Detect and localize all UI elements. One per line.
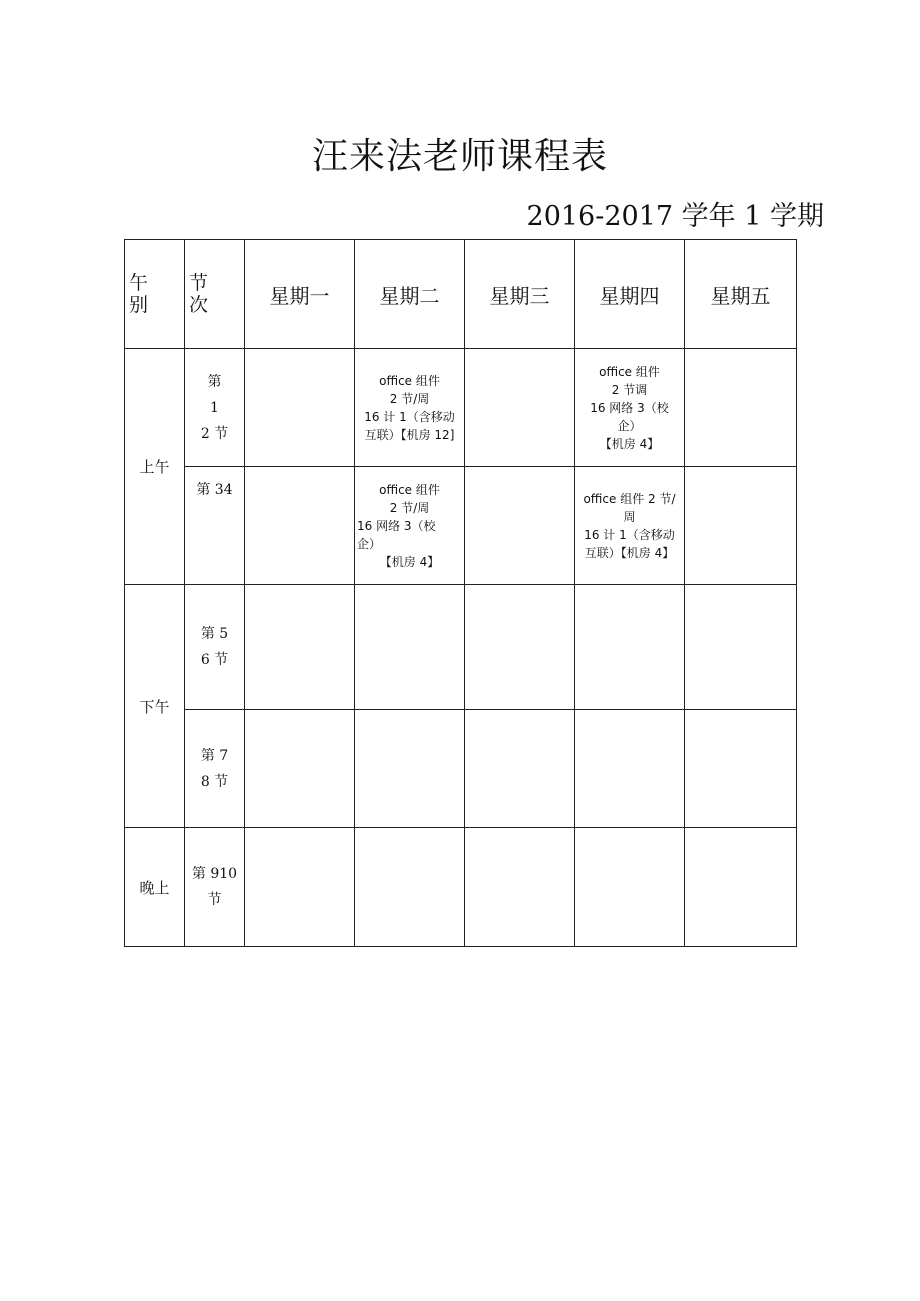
slot-line: 第 xyxy=(207,373,222,390)
slot-34 xyxy=(185,467,245,585)
cell-34-fri xyxy=(685,467,797,585)
course-line: 2 节调 xyxy=(611,382,648,397)
course-line: 16 计 1（含移动 xyxy=(584,527,675,542)
term-label: 2016-2017 学年 1 学期 xyxy=(526,201,824,232)
cell-910-wed xyxy=(465,828,575,947)
cell-12-tue xyxy=(355,349,465,467)
slot-78 xyxy=(185,710,245,828)
course-line: office 组件 xyxy=(379,482,440,497)
header-slot xyxy=(185,240,245,349)
cell-34-thu xyxy=(575,467,685,585)
course-line: 【机房 4】 xyxy=(599,436,660,451)
course-line: 互联）【机房 12] xyxy=(364,427,455,442)
page-title: 汪来法老师课程表 xyxy=(311,136,608,177)
cell-34-tue xyxy=(355,467,465,585)
cell-78-mon xyxy=(245,710,355,828)
cell-56-thu xyxy=(575,585,685,710)
cell-78-thu xyxy=(575,710,685,828)
cell-56-wed xyxy=(465,585,575,710)
cell-78-wed xyxy=(465,710,575,828)
cell-56-fri xyxy=(685,585,797,710)
row-slot-34 xyxy=(125,467,797,585)
cell-56-tue xyxy=(355,585,465,710)
cell-78-fri xyxy=(685,710,797,828)
course-line: 【机房 4】 xyxy=(379,554,440,569)
course-line: 16 计 1（含移动 xyxy=(364,409,455,424)
header-monday: 星期一 xyxy=(245,240,355,349)
row-slot-78 xyxy=(125,710,797,828)
course-line: 互联）【机房 4】 xyxy=(584,545,675,560)
slot-56 xyxy=(185,585,245,710)
cell-34-mon xyxy=(245,467,355,585)
cell-12-fri xyxy=(685,349,797,467)
slot-line: 2 节 xyxy=(200,425,229,442)
header-slot-line: 次 xyxy=(189,294,209,316)
cell-78-tue xyxy=(355,710,465,828)
course-line: 2 节/周 xyxy=(389,391,430,406)
header-row xyxy=(125,240,797,349)
cell-910-mon xyxy=(245,828,355,947)
row-slot-12 xyxy=(125,349,797,467)
cell-910-thu xyxy=(575,828,685,947)
slot-line: 第 910 xyxy=(191,866,238,882)
cell-56-mon xyxy=(245,585,355,710)
row-slot-910 xyxy=(125,828,797,947)
slot-line: 6 节 xyxy=(200,652,229,668)
header-period-line: 别 xyxy=(129,294,149,316)
slot-910 xyxy=(185,828,245,947)
slot-12 xyxy=(185,349,245,467)
period-afternoon: 下午 xyxy=(125,585,185,828)
slot-line: 1 xyxy=(210,399,219,416)
course-line: 16 网络 3（校 xyxy=(357,518,436,533)
period-evening: 晚上 xyxy=(125,828,185,947)
course-line: 2 节/周 xyxy=(389,500,430,515)
row-slot-56 xyxy=(125,585,797,710)
slot-line: 节 xyxy=(207,892,222,908)
header-thursday: 星期四 xyxy=(575,240,685,349)
cell-34-wed xyxy=(465,467,575,585)
cell-910-tue xyxy=(355,828,465,947)
cell-12-wed xyxy=(465,349,575,467)
slot-line: 第 7 xyxy=(200,747,229,764)
course-line: 企） xyxy=(357,536,382,551)
header-wednesday: 星期三 xyxy=(465,240,575,349)
course-line: 企） xyxy=(617,418,642,433)
slot-line: 第 34 xyxy=(196,482,233,498)
header-friday: 星期五 xyxy=(685,240,797,349)
course-line: office 组件 xyxy=(599,364,660,379)
cell-12-mon xyxy=(245,349,355,467)
slot-line: 第 5 xyxy=(200,626,229,642)
cell-12-thu xyxy=(575,349,685,467)
course-line: 周 xyxy=(623,509,636,524)
course-line: office 组件 xyxy=(379,373,440,388)
schedule-table xyxy=(124,239,797,947)
cell-910-fri xyxy=(685,828,797,947)
header-period-line: 午 xyxy=(129,272,149,294)
header-tuesday: 星期二 xyxy=(355,240,465,349)
course-line: 16 网络 3（校 xyxy=(590,400,669,415)
header-slot-line: 节 xyxy=(189,272,209,294)
header-period xyxy=(125,240,185,349)
course-line: office 组件 2 节/ xyxy=(583,491,676,506)
period-morning: 上午 xyxy=(125,349,185,585)
slot-line: 8 节 xyxy=(200,773,229,790)
